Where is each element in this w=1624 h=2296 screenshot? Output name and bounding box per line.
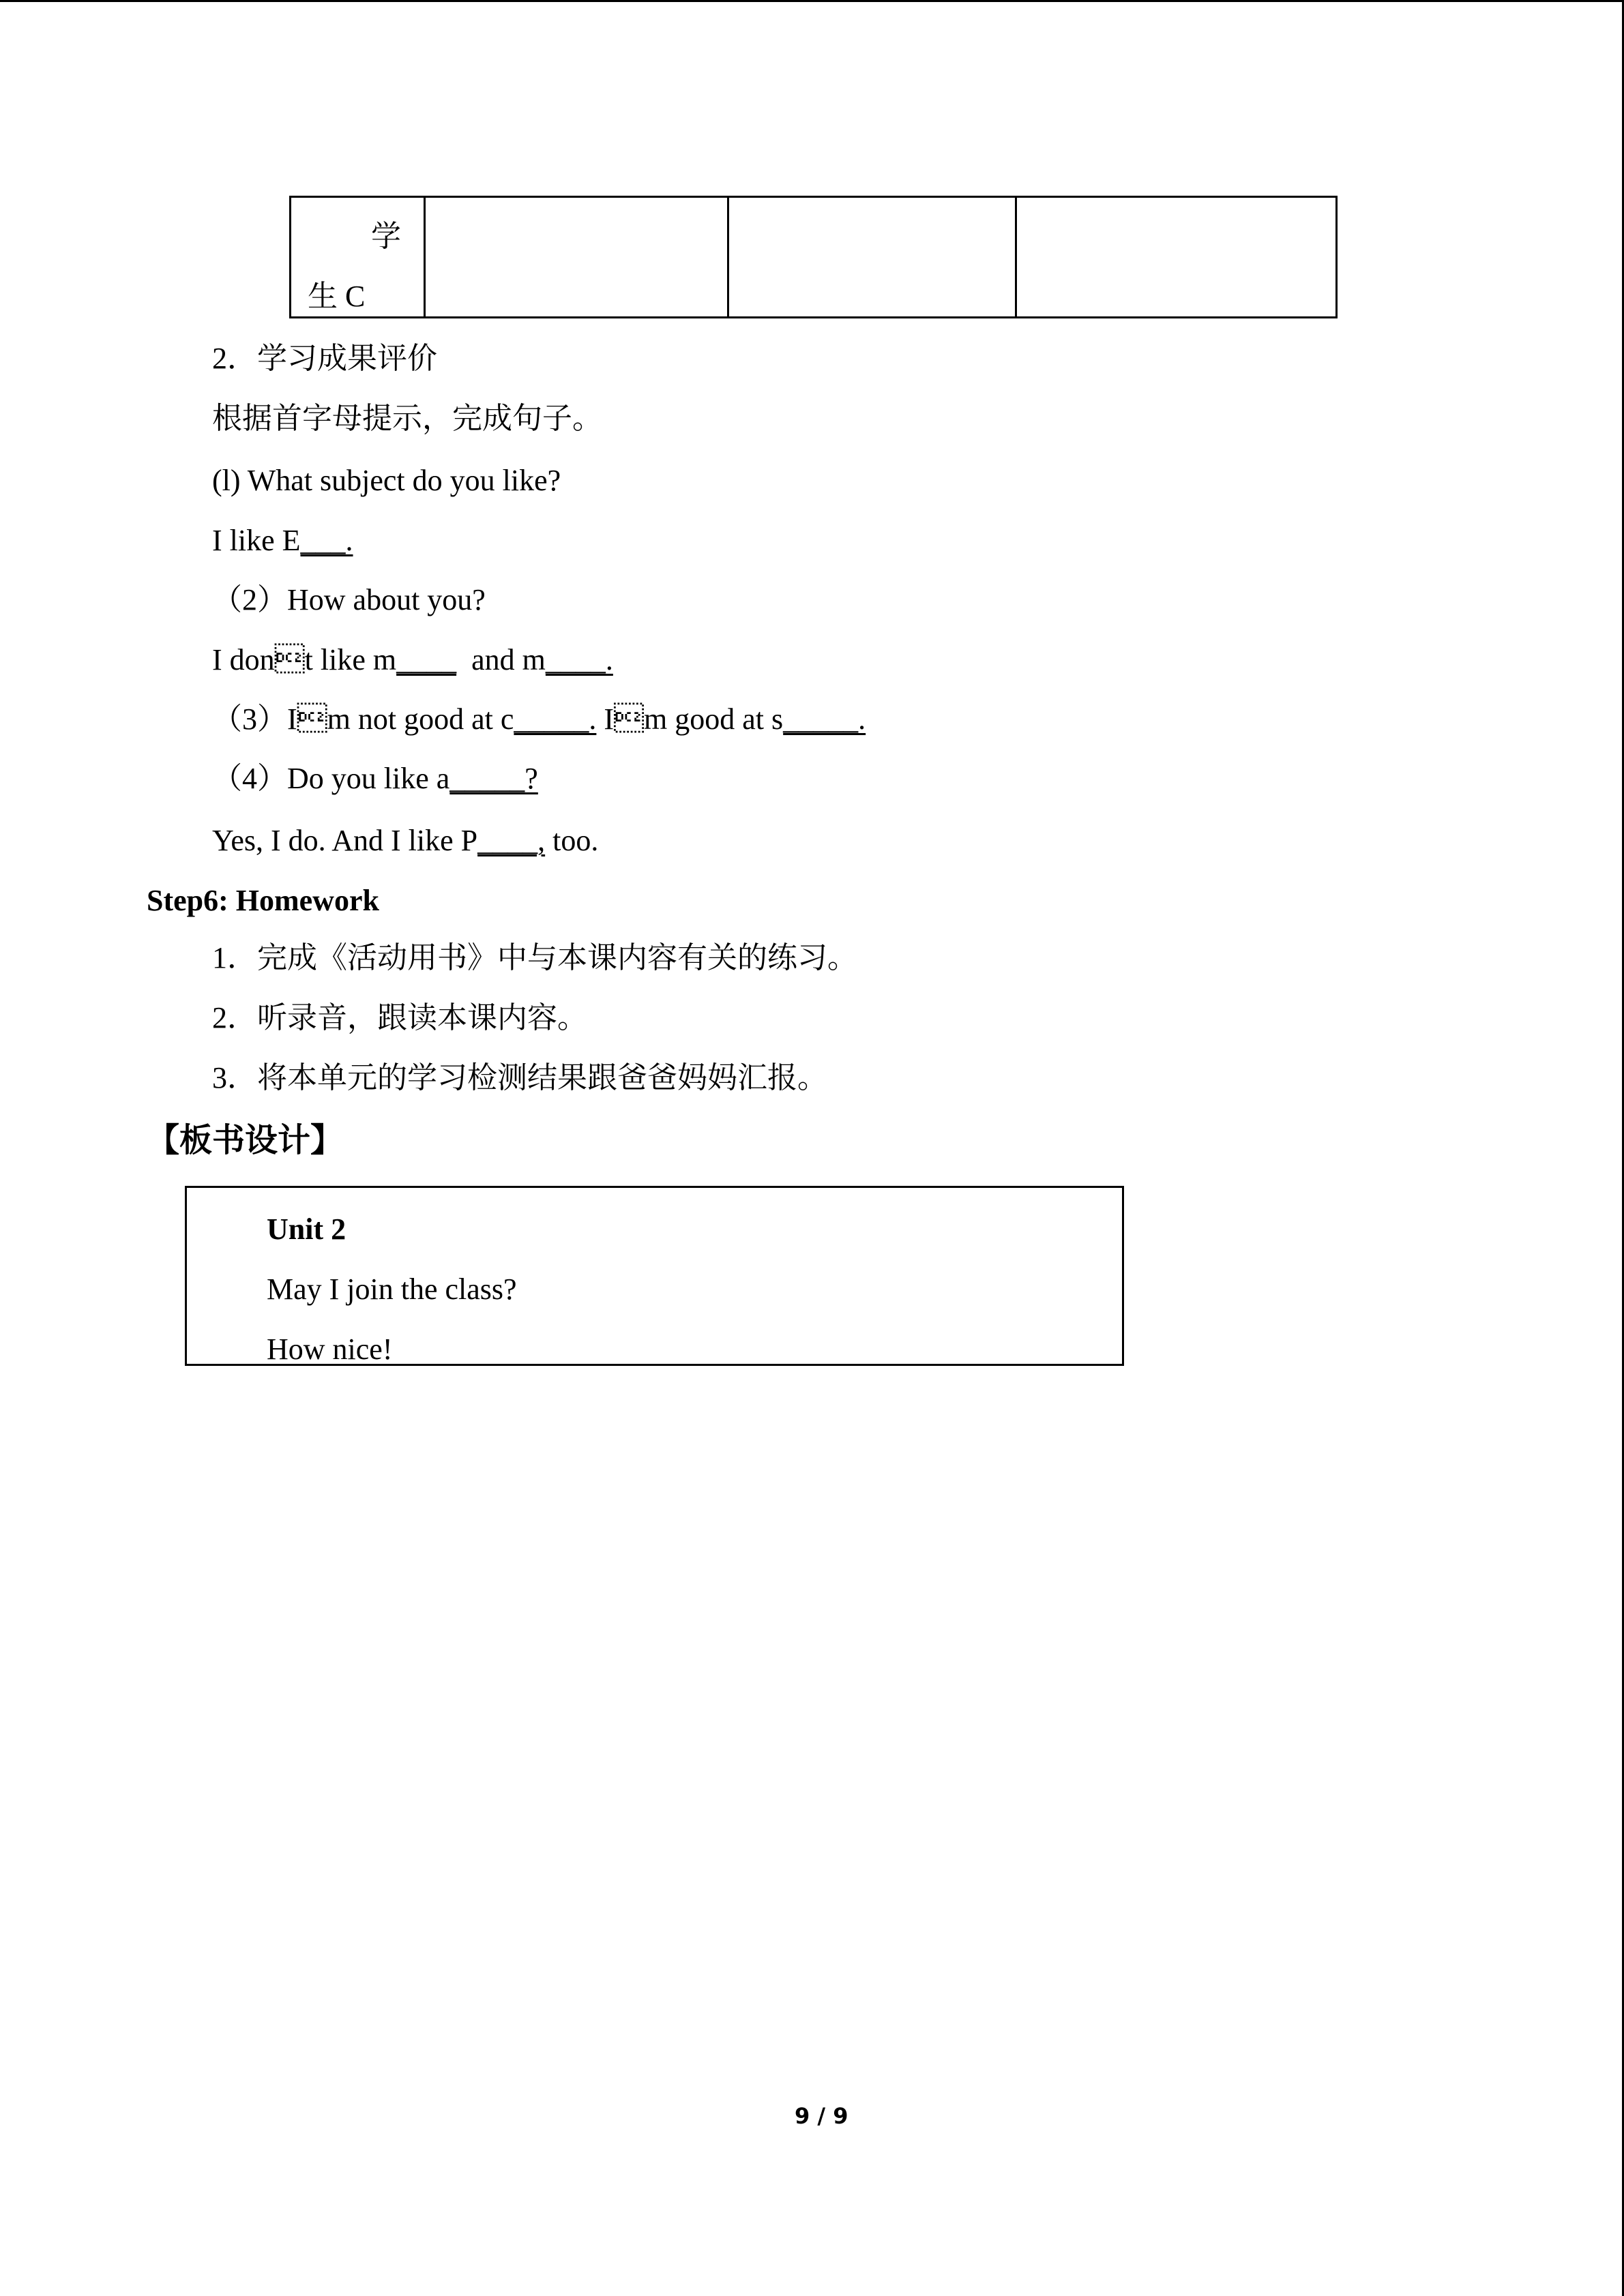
table-cell xyxy=(728,197,1016,318)
table-cell xyxy=(425,197,728,318)
evaluation-table xyxy=(289,196,1338,318)
question-3-blank-2: _____. xyxy=(783,702,866,736)
answer-2-blank-2: ____. xyxy=(545,643,613,676)
board-design-box xyxy=(185,1186,1124,1366)
answer-4 xyxy=(212,826,598,856)
answer-4-blank: ____, xyxy=(477,824,546,857)
section2-instruction: 根据首字母提示，完成句子。 xyxy=(212,402,602,435)
answer-1-text: I like E xyxy=(212,524,301,557)
table-row xyxy=(291,197,1337,318)
step6-title: Step6: Homework xyxy=(147,884,379,917)
table-cell xyxy=(1016,197,1337,318)
homework-item-2: 2．听录音，跟读本课内容。 xyxy=(212,1001,587,1034)
question-2: （2）How about you? xyxy=(212,583,486,616)
answer-4-text-2: too. xyxy=(545,824,599,857)
row-label-top: 学 xyxy=(371,220,401,253)
homework-item-1: 1．完成《活动用书》中与本课内容有关的练习。 xyxy=(212,941,857,974)
table-cell-label xyxy=(291,197,425,318)
answer-2-text-1: I dont like m xyxy=(212,643,397,676)
board-design-heading: 【板书设计】 xyxy=(147,1121,344,1159)
question-3-blank-1: _____. xyxy=(514,702,597,736)
question-4 xyxy=(212,764,538,794)
answer-2-text-2: and m xyxy=(456,643,546,676)
question-3-text-1: （3）Im not good at c xyxy=(212,702,514,736)
page-top-border xyxy=(0,0,1624,2)
homework-item-3: 3．将本单元的学习检测结果跟爸爸妈妈汇报。 xyxy=(212,1061,827,1094)
answer-1 xyxy=(212,526,353,556)
answer-1-blank: ___. xyxy=(300,524,353,557)
question-1: (l) What subject do you like? xyxy=(212,464,561,497)
answer-2-blank-1: ____ xyxy=(396,643,457,676)
answer-4-text-1: Yes, I do. And I like P xyxy=(212,824,478,857)
board-line-1: May I join the class? xyxy=(267,1272,517,1306)
board-line-2: How nice! xyxy=(267,1332,393,1366)
section2-heading: 2．学习成果评价 xyxy=(212,342,437,375)
question-3-text-2: Im good at s xyxy=(596,702,784,736)
board-unit: Unit 2 xyxy=(267,1212,346,1246)
question-3 xyxy=(212,704,866,734)
question-4-blank: _____? xyxy=(449,762,538,795)
row-label-bottom: 生 C xyxy=(308,280,366,313)
question-4-text: （4）Do you like a xyxy=(212,762,450,795)
answer-2 xyxy=(212,645,613,675)
page-number: 9 / 9 xyxy=(795,2103,848,2129)
